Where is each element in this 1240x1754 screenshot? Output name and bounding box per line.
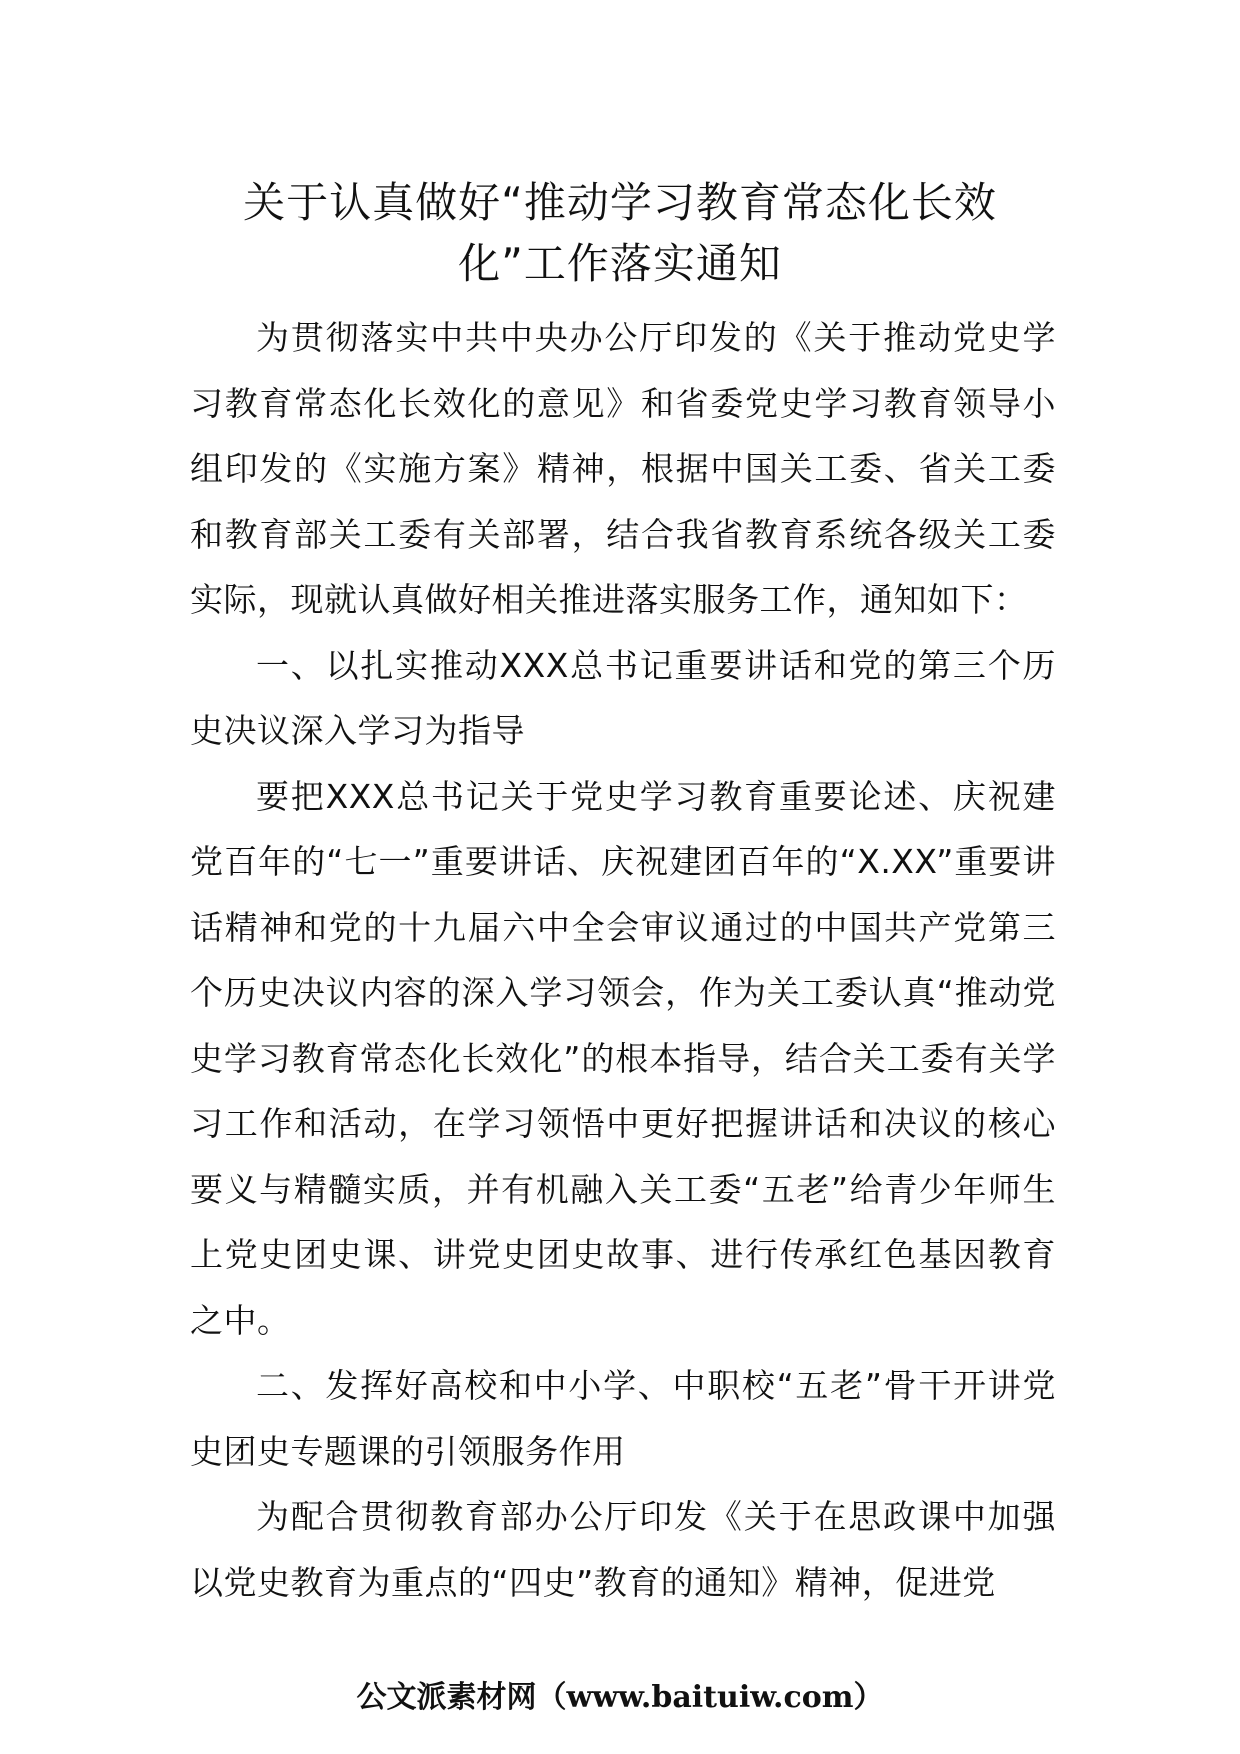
paragraph-intro: 为贯彻落实中共中央办公厅印发的《关于推动党史学习教育常态化长效化的意见》和省委党史学习教育领导小组印发的《实施方案》精神，根据中国关工委、省关工委和教育部关工委有关部署，结合我省教育系统各级关工委实际，现就认真做好相关推进落实服务工作，通知如下： xyxy=(190,318,1056,619)
footer-source-note: 公文派素材网（www.baituiw.com） xyxy=(356,1680,884,1715)
section-heading-2: 二、发挥好高校和中小学、中职校“五老”骨干开讲党史团史专题课的引领服务作用 xyxy=(190,1366,1056,1471)
paragraph-section-1: 要把XXX总书记关于党史学习教育重要论述、庆祝建党百年的“七一”重要讲话、庆祝建团百年的“X.XX”重要讲话精神和党的十九届六中全会审议通过的中国共产党第三个历史决议内容的深入学习领会，作为关工委认真“推动党史学习教育常态化长效化”的根本指导，结合关工委有关学习工作和活动，在学习领悟中更好把握讲话和决议的核心要义与精髓实质，并有机融入关工委“五老”给青少年师生上党史团史课、讲党史团史故事、进行传承红色基因教育之中。 xyxy=(190,776,1056,1340)
paragraph-section-2: 为配合贯彻教育部办公厅印发《关于在思政课中加强以党史教育为重点的“四史”教育的通知》精神，促进党 xyxy=(190,1497,1056,1602)
document-body xyxy=(190,305,1056,1615)
section-heading-1: 一、以扎实推动XXX总书记重要讲话和党的第三个历史决议深入学习为指导 xyxy=(190,645,1056,750)
document-title-line-2: 化”工作落实通知 xyxy=(458,239,782,288)
document-title-line-1: 关于认真做好“推动学习教育常态化长效 xyxy=(243,178,997,227)
